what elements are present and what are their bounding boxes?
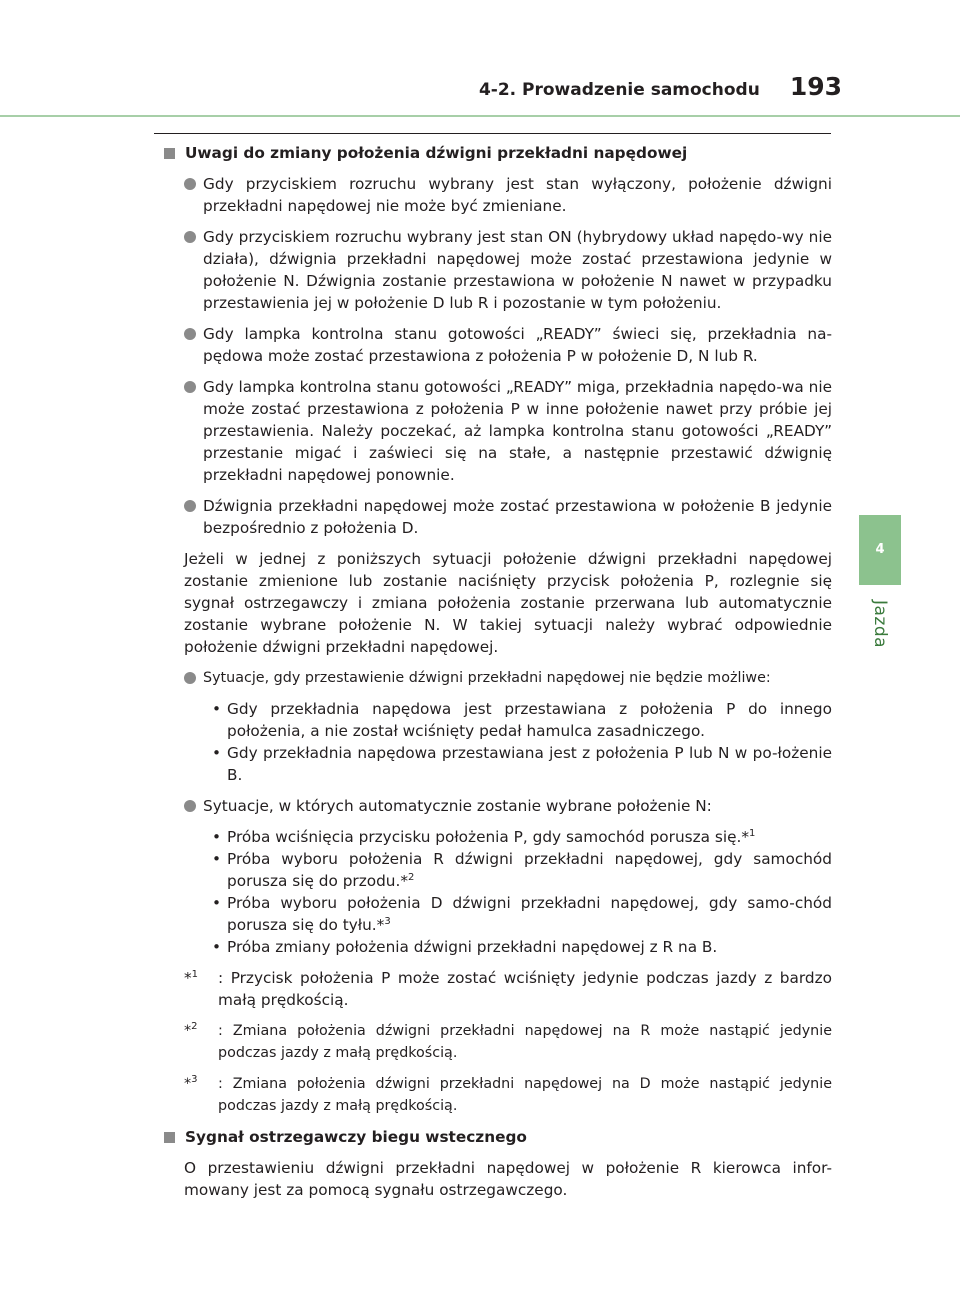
bullet-item: Gdy lampka kontrolna stanu gotowości „READY” świeci się, przekładnia na-pędowa może zostać przestawiona z położenia P w położenie D, N lub R. xyxy=(0,323,960,367)
bullet-item: Gdy przyciskiem rozruchu wybrany jest stan ON (hybrydowy układ napędo-wy nie działa), dźwignia przekładni napędowej może zostać przestawiona jedynie w położenie N. Dźwignia zostanie przestawiona w położenie N nawet w przypadku przestawienia jej w położenie D lub R i pozostanie w tym położeniu. xyxy=(0,226,960,314)
sub-bullet-item: • Gdy przekładnia napędowa przestawiana jest z położenia P lub N w po-łożenie B. xyxy=(0,742,960,786)
section-title: 4-2. Prowadzenie samochodu xyxy=(478,80,760,100)
footnote xyxy=(0,1020,960,1064)
footnote-ref: 1 xyxy=(749,828,756,839)
footnote-star: * xyxy=(184,969,192,987)
footnote-star: * xyxy=(184,1023,192,1039)
footnote-star: * xyxy=(184,1076,192,1092)
footnote-ref: 3 xyxy=(384,916,391,927)
sub-bullet-item xyxy=(0,848,960,892)
bullet-item: Gdy przyciskiem rozruchu wybrany jest stan wyłączony, położenie dźwigni przekładni napędowej nie może być zmieniane. xyxy=(0,173,960,217)
footnote-number: 1 xyxy=(191,969,199,980)
sub-bullet-item: • Próba zmiany położenia dźwigni przekładni napędowej z R na B. xyxy=(0,936,960,958)
footnote xyxy=(0,967,960,1011)
footnote-mark xyxy=(184,1020,198,1042)
footnote-mark xyxy=(184,967,198,989)
footnote-text: : Zmiana położenia dźwigni przekładni napędowej na D może nastąpić jedynie podczas jazdy z małą prędkością. xyxy=(218,1076,832,1114)
header-divider xyxy=(0,115,960,117)
footnote-number: 3 xyxy=(191,1074,198,1085)
footnote-text: : Przycisk położenia P może zostać wciśnięty jedynie podczas jazdy z bardzo małą prędkością. xyxy=(218,969,832,1009)
footnote xyxy=(0,1073,960,1117)
chapter-number: 4 xyxy=(875,542,885,557)
page-header xyxy=(479,72,842,101)
sub-bullet-item xyxy=(0,892,960,936)
sub-bullet-text: Próba wciśnięcia przycisku położenia P, gdy samochód porusza się.* xyxy=(227,828,750,846)
page-content xyxy=(0,142,960,1210)
sub-bullet-text: Próba wyboru położenia D dźwigni przekładni napędowej, gdy samo-chód porusza się do tyłu.* xyxy=(227,894,832,934)
section-heading: Uwagi do zmiany położenia dźwigni przekładni napędowej xyxy=(0,142,960,164)
body-paragraph: Jeżeli w jednej z poniższych sytuacji położenie dźwigni przekładni napędowej zostanie zmienione lub zostanie naciśnięty przycisk położenia P, rozlegnie się sygnał ostrzegawczy i zmiana położenia zostanie przerwana lub automatycznie zostanie wybrane położenie N. W takiej sytuacji należy wybrać odpowiednie położenie dźwigni przekładni napędowej. xyxy=(184,550,832,656)
section-heading: Sygnał ostrzegawczy biegu wstecznego xyxy=(0,1126,960,1148)
sub-bullet-text: Próba wyboru położenia R dźwigni przekładni napędowej, gdy samochód porusza się do przodu.* xyxy=(227,850,832,890)
footnote-text: : Zmiana położenia dźwigni przekładni napędowej na R może nastąpić jedynie podczas jazdy z małą prędkością. xyxy=(218,1023,832,1061)
bullet-item: Dźwignia przekładni napędowej może zostać przestawiona w położenie B jedynie bezpośrednio z położenia D. xyxy=(0,495,960,539)
bullet-item: Sytuacje, gdy przestawienie dźwigni przekładni napędowej nie będzie możliwe: xyxy=(0,667,960,689)
footnote-mark xyxy=(184,1073,198,1095)
chapter-label: Jazda xyxy=(870,600,890,649)
page-number: 193 xyxy=(789,72,842,101)
sub-bullet-item: • Gdy przekładnia napędowa jest przestawiana z położenia P do innego położenia, a nie został wciśnięty pedał hamulca zasadniczego. xyxy=(0,698,960,742)
body-paragraph: O przestawieniu dźwigni przekładni napędowej w położenie R kierowca infor-mowany jest za pomocą sygnału ostrzegawczego. xyxy=(184,1159,832,1199)
sub-bullet-item xyxy=(0,826,960,848)
content-divider xyxy=(154,133,831,134)
footnote-number: 2 xyxy=(191,1021,198,1032)
bullet-item: Sytuacje, w których automatycznie zostanie wybrane położenie N: xyxy=(0,795,960,817)
bullet-item: Gdy lampka kontrolna stanu gotowości „READY” miga, przekładnia napędo-wa nie może zostać przestawiona z położenia P w inne położenie nawet przy próbie jej przestawienia. Należy poczekać, aż lampka kontrolna stanu gotowości „READY” przestanie migać i zaświeci się na stałe, a następnie przestawić dźwignię przekładni napędowej ponownie. xyxy=(0,376,960,486)
footnote-ref: 2 xyxy=(408,872,415,883)
